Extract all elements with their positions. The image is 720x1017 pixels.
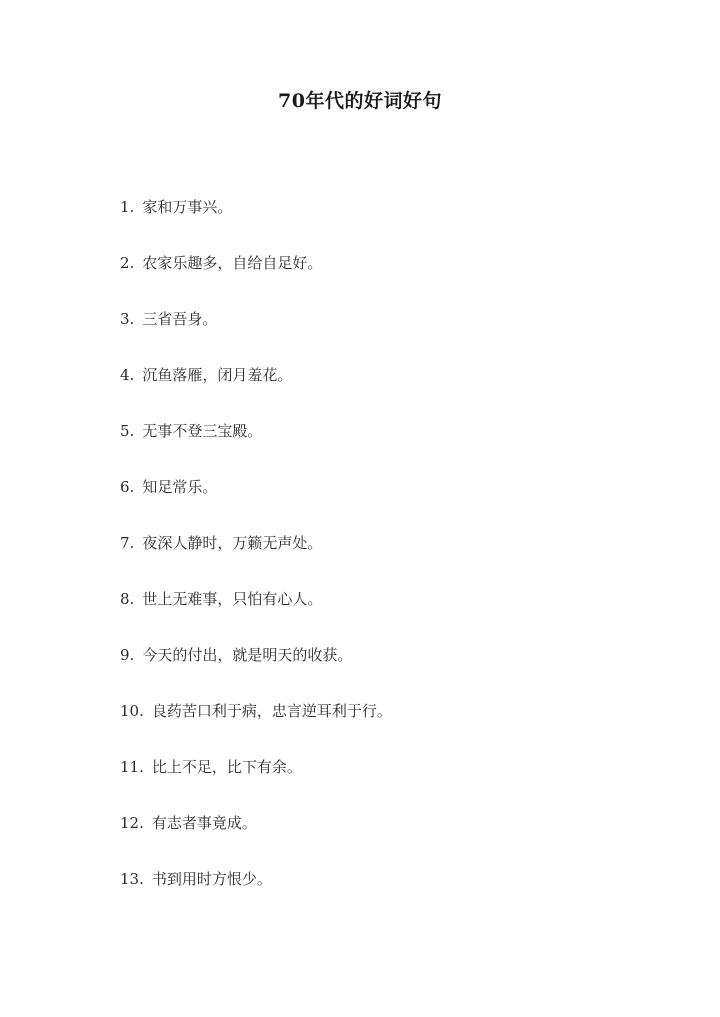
list-item xyxy=(120,364,392,420)
list-item-text: 家和万事兴。 xyxy=(142,198,233,216)
list-item-number: 12. xyxy=(120,814,144,832)
list-item-number: 7. xyxy=(120,534,135,552)
list-item xyxy=(120,588,392,644)
list-item-number: 6. xyxy=(120,478,135,496)
list-item-text: 比上不足，比下有余。 xyxy=(151,758,302,776)
list-item xyxy=(120,308,392,364)
list-item-text: 良药苦口利于病，忠言逆耳利于行。 xyxy=(151,702,392,720)
list-item-text: 书到用时方恨少。 xyxy=(151,870,272,888)
list-item-text: 夜深人静时，万籁无声处。 xyxy=(142,534,323,552)
phrase-list xyxy=(120,196,392,924)
list-item-text: 知足常乐。 xyxy=(142,478,218,496)
list-item-number: 2. xyxy=(120,254,135,272)
list-item xyxy=(120,700,392,756)
list-item-number: 3. xyxy=(120,310,135,328)
list-item-number: 4. xyxy=(120,366,135,384)
list-item-number: 1. xyxy=(120,198,135,216)
list-item xyxy=(120,252,392,308)
list-item-text: 世上无难事，只怕有心人。 xyxy=(142,590,323,608)
list-item-number: 13. xyxy=(120,870,144,888)
list-item-number: 11. xyxy=(120,758,144,776)
list-item-number: 5. xyxy=(120,422,135,440)
list-item xyxy=(120,420,392,476)
page-title: 70年代的好词好句 xyxy=(278,90,442,112)
list-item-number: 9. xyxy=(120,646,135,664)
list-item-text: 无事不登三宝殿。 xyxy=(142,422,263,440)
list-item-text: 今天的付出，就是明天的收获。 xyxy=(142,646,353,664)
list-item-text: 农家乐趣多，自给自足好。 xyxy=(142,254,323,272)
list-item xyxy=(120,644,392,700)
list-item xyxy=(120,476,392,532)
list-item xyxy=(120,756,392,812)
list-item xyxy=(120,868,392,924)
list-item-text: 沉鱼落雁，闭月羞花。 xyxy=(142,366,293,384)
list-item-number: 10. xyxy=(120,702,144,720)
list-item-text: 有志者事竟成。 xyxy=(151,814,257,832)
list-item-text: 三省吾身。 xyxy=(142,310,218,328)
list-item xyxy=(120,532,392,588)
list-item xyxy=(120,196,392,252)
list-item-number: 8. xyxy=(120,590,135,608)
list-item xyxy=(120,812,392,868)
